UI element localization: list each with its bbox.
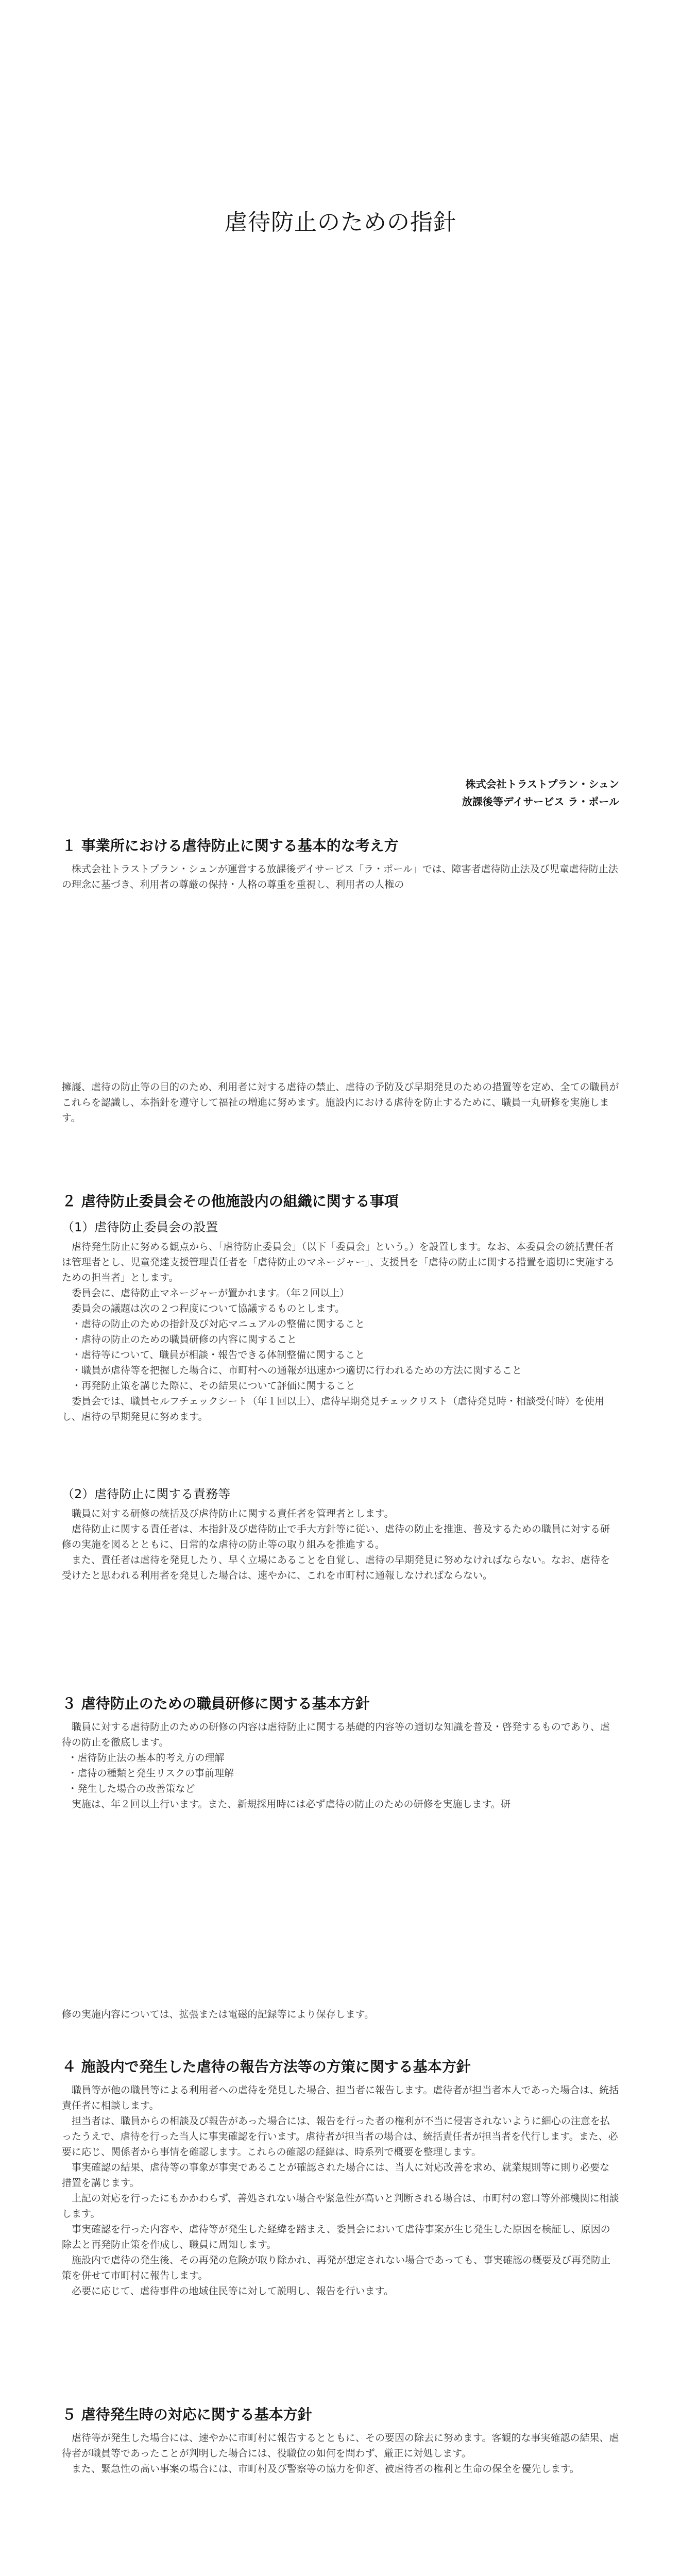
- section-2-paragraph: 委員会に、虐待防止マネージャーが置かれます。（年２回以上）: [72, 1287, 350, 1299]
- section-2-subheading-2: （2）虐待防止に関する責務等: [62, 1487, 231, 1501]
- section-2-paragraph: 虐待防止に関する責任者は、本指針及び虐待防止で手大方針等に従い、虐待の防止を推進、普及するための職員に対する研修の実施を図るとともに、日常的な虐待の防止等の取り組みを推進する。: [62, 1523, 610, 1550]
- section-2-paragraph: 委員会では、職員セルフチェックシート（年１回以上）、虐待早期発見チェックリスト（虐待発見時・相談受付時）を使用し、虐待の早期発見に努めます。: [62, 1396, 604, 1422]
- organization-block: [462, 775, 619, 810]
- section-4-paragraph: 職員等が他の職員等による利用者への虐待を発見した場合、担当者に報告します。虐待者が担当者本人であった場合は、統括責任者に相談します。: [62, 2084, 619, 2111]
- document-title: 虐待防止のための指針: [225, 209, 456, 235]
- section-2: [62, 1190, 619, 1425]
- section-4-paragraph: 上記の対応を行ったにもかかわらず、善処されない場合や緊急性が高いと判断される場合は、市町村の窓口等外部機関に相談します。: [62, 2193, 619, 2219]
- section-1-heading: １ 事業所における虐待防止に関する基本的な考え方: [62, 837, 399, 854]
- section-3-paragraph: 実施は、年２回以上行います。また、新規採用時には必ず虐待の防止のための研修を実施します。研: [72, 1799, 510, 1810]
- list-item: ・虐待の防止のための指針及び対応マニュアルの整備に関すること: [72, 1318, 365, 1330]
- section-2-sub-2: [62, 1484, 619, 1583]
- section-1-paragraph: 擁護、虐待の防止等の目的のため、利用者に対する虐待の禁止、虐待の予防及び早期発見のための措置等を定め、全ての職員がこれらを認識し、本指針を遵守して福祉の増進に努めます。施設内における虐待を防止するために、職員一丸研修を実施します。: [62, 1081, 619, 1124]
- section-1-continued: [62, 1079, 619, 1126]
- section-5: [62, 2403, 619, 2477]
- section-2-paragraph: 委員会の議題は次の２つ程度について協議するものとします。: [72, 1303, 345, 1314]
- section-3-continued: [62, 2007, 619, 2022]
- list-item: ・虐待の種類と発生リスクの事前理解: [67, 1768, 234, 1779]
- section-1: [62, 835, 619, 892]
- section-3: [62, 1692, 619, 1812]
- section-2-paragraph: 職員に対する研修の統括及び虐待防止に関する責任者を管理者とします。: [72, 1508, 394, 1519]
- section-4-paragraph: 施設内で虐待の発生後、その再発の危険が取り除かれ、再発が想定されない場合であっても、事実確認の概要及び再発防止策を併せて市町村に報告します。: [62, 2255, 610, 2281]
- list-item: ・虐待防止法の基本的考え方の理解: [67, 1752, 225, 1764]
- section-4-paragraph: 必要に応じて、虐待事件の地域住民等に対して説明し、報告を行います。: [72, 2285, 394, 2297]
- section-3-paragraph: 職員に対する虐待防止のための研修の内容は虐待防止に関する基礎的内容等の適切な知識を普及・啓発するものであり、虐待の防止を徹底します。: [62, 1721, 610, 1748]
- section-3-heading: ３ 虐待防止のための職員研修に関する基本方針: [62, 1695, 370, 1712]
- section-2-paragraph: また、責任者は虐待を発見したり、早く立場にあることを自覚し、虐待の早期発見に努めなければならない。なお、虐待を受けたと思われる利用者を発見した場合は、速やかに、これを市町村に通報しなければならない。: [62, 1554, 610, 1581]
- section-5-heading: ５ 虐待発生時の対応に関する基本方針: [62, 2406, 312, 2423]
- section-4-paragraph: 事実確認の結果、虐待等の事象が事実であることが確認された場合には、当人に対応改善を求め、就業規則等に則り必要な措置を講じます。: [62, 2162, 610, 2189]
- company-name: 株式会社トラストプラン・シュン: [465, 778, 619, 790]
- list-item: ・虐待等について、職員が相談・報告できる体制整備に関すること: [72, 1349, 365, 1361]
- section-1-paragraph: 株式会社トラストプラン・シュンが運営する放課後デイサービス「ラ・ポール」では、障害者虐待防止法及び児童虐待防止法の理念に基づき、利用者の尊厳の保持・人格の尊重を重視し、利用者の人権の: [62, 863, 618, 890]
- section-2-subheading-1: （1）虐待防止委員会の設置: [62, 1220, 218, 1234]
- facility-name: 放課後等デイサービス ラ・ポール: [462, 795, 619, 808]
- section-5-paragraph: 虐待等が発生した場合には、速やかに市町村に報告するとともに、その要因の除去に努めます。客観的な事実確認の結果、虐待者が職員等であったことが判明した場合には、役職位の如何を問わず、厳正に対処します。: [62, 2432, 619, 2459]
- section-5-paragraph: また、緊急性の高い事案の場合には、市町村及び警察等の協力を仰ぎ、被虐待者の権利と生命の保全を優先します。: [72, 2463, 580, 2475]
- section-2-heading: ２ 虐待防止委員会その他施設内の組織に関する事項: [62, 1193, 399, 1210]
- section-4: [62, 2056, 619, 2299]
- list-item: ・職員が虐待等を把握した場合に、市町村への通報が迅速かつ適切に行われるための方法に関すること: [72, 1365, 522, 1376]
- section-2-paragraph: 虐待発生防止に努める観点から、「虐待防止委員会」（以下「委員会」という。）を設置します。なお、本委員会の統括責任者は管理者とし、児童発達支援管理責任者を「虐待防止のマネージャー」、支援員を「虐待の防止に関する措置を適切に実施するための担当者」とします。: [62, 1241, 615, 1283]
- section-4-paragraph: 担当者は、職員からの相談及び報告があった場合には、報告を行った者の権利が不当に侵害されないように細心の注意を払ったうえで、虐待を行った当人に事実確認を行います。虐待者が担当者の場合は、統括責任者が担当者を代行します。また、必要に応じ、関係者から事情を確認します。これらの確認の経緯は、時系列で概要を整理します。: [62, 2115, 618, 2158]
- list-item: ・再発防止策を講じた際に、その結果について評価に関すること: [72, 1380, 355, 1392]
- section-4-heading: ４ 施設内で発生した虐待の報告方法等の方策に関する基本方針: [62, 2058, 471, 2075]
- section-4-paragraph: 事実確認を行った内容や、虐待等が発生した経緯を踏まえ、委員会において虐待事案が生じ発生した原因を検証し、原因の除去と再発防止策を作成し、職員に周知します。: [62, 2224, 610, 2250]
- list-item: ・発生した場合の改善策など: [67, 1783, 195, 1794]
- list-item: ・虐待の防止のための職員研修の内容に関すること: [72, 1334, 297, 1345]
- section-3-paragraph: 修の実施内容については、拡張または電磁的記録等により保存します。: [62, 2009, 374, 2020]
